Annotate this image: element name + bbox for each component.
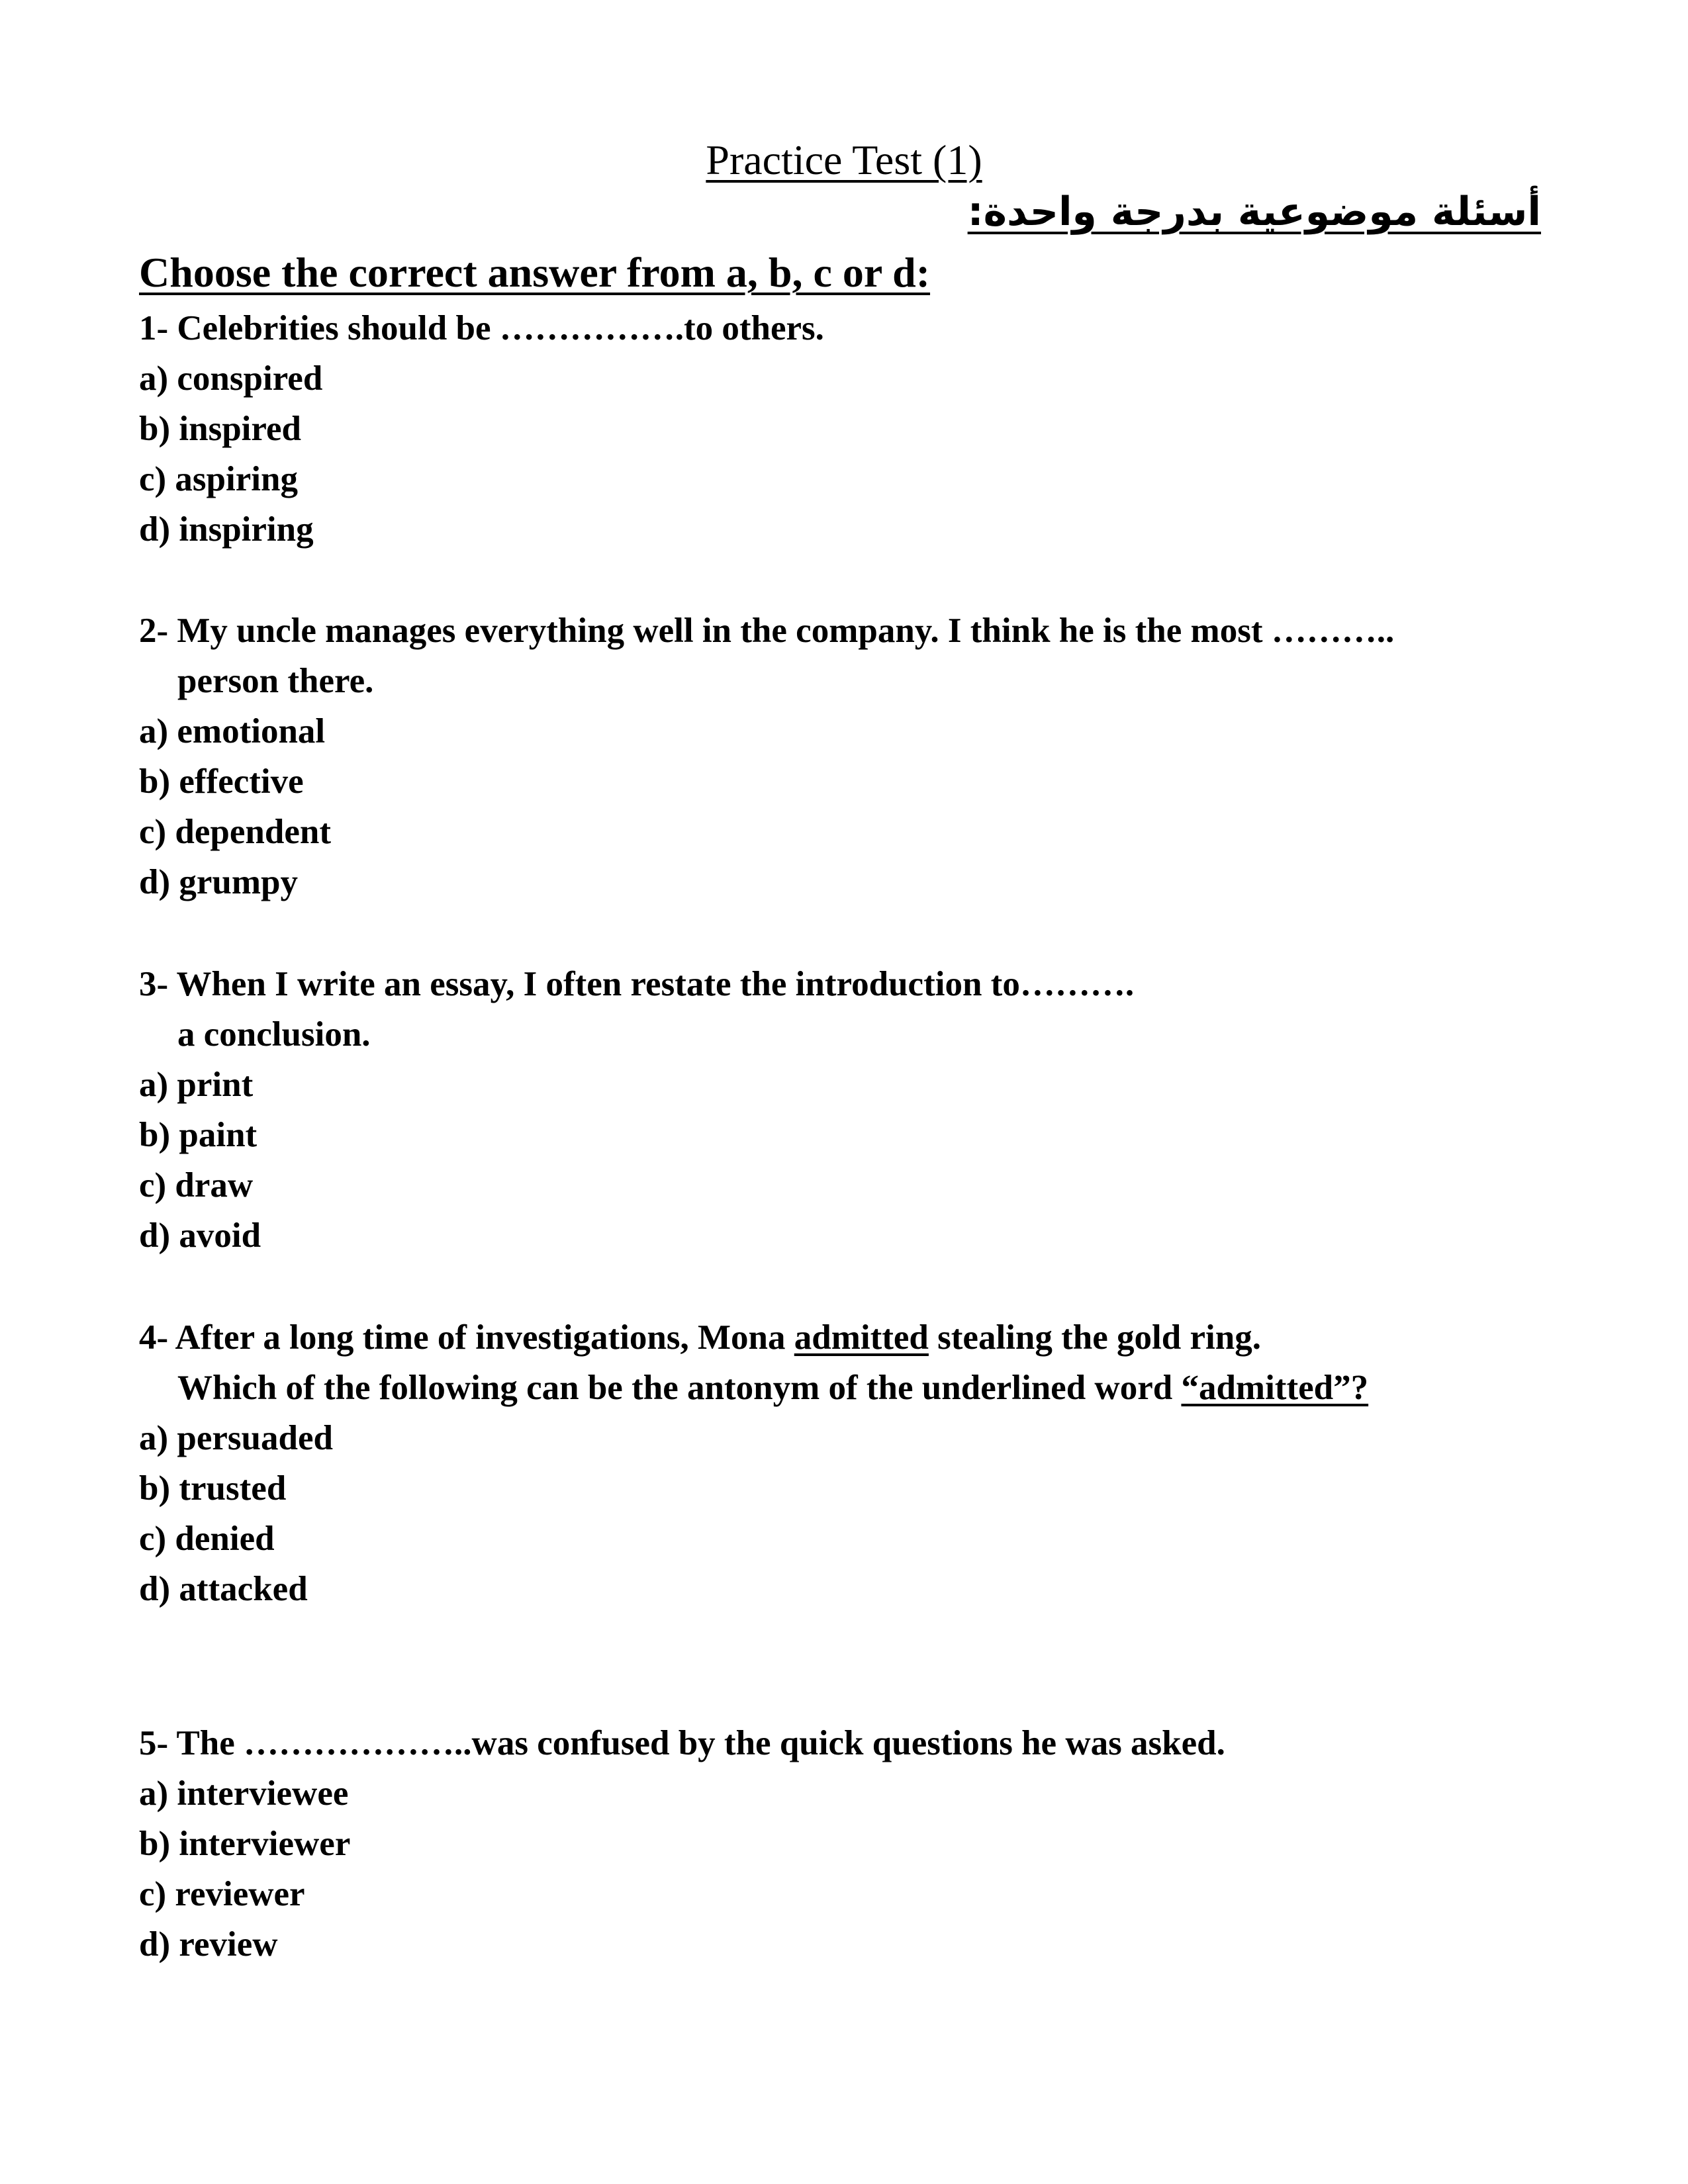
arabic-heading: أسئلة موضوعية بدرجة واحدة:: [967, 189, 1541, 235]
question-1-option-d: d) inspiring: [139, 510, 314, 549]
question-4-stem: [139, 1312, 1261, 1363]
question-1-option-b: b) inspired: [139, 410, 301, 448]
question-4-stem-start: 4- After a long time of investigations, Mona: [139, 1318, 794, 1357]
question-1-option-a: a) conspired: [139, 359, 323, 398]
question-3-option-c: c) draw: [139, 1166, 254, 1205]
question-4-option-b: b) trusted: [139, 1469, 287, 1508]
question-5-stem: 5- The ………………..was confused by the quick questions he was asked.: [139, 1724, 1225, 1762]
question-4-option-d: d) attacked: [139, 1570, 308, 1608]
question-3-option-b: b) paint: [139, 1116, 258, 1154]
underlined-word: admitted: [794, 1318, 929, 1357]
question-5-option-d: d) review: [139, 1925, 278, 1964]
page-title: Practice Test (1): [706, 136, 982, 183]
underlined-quoted-word: “admitted”?: [1181, 1369, 1369, 1407]
question-4-option-c: c) denied: [139, 1520, 275, 1558]
question-3-option-a: a) print: [139, 1066, 254, 1104]
question-1-option-c: c) aspiring: [139, 460, 298, 498]
question-3-option-d: d) avoid: [139, 1216, 261, 1255]
question-3-stem: 3- When I write an essay, I often restate the introduction to……….: [139, 965, 1135, 1003]
instruction-heading: Choose the correct answer from a, b, c or d:: [139, 249, 931, 296]
question-4-prompt: Which of the following can be the antonym of the underlined word: [177, 1369, 1182, 1407]
question-2-stem-continued: person there.: [177, 662, 374, 700]
question-2-option-c: c) dependent: [139, 813, 332, 851]
question-4-stem-end: stealing the gold ring.: [928, 1318, 1261, 1357]
question-5-option-a: a) interviewee: [139, 1774, 349, 1813]
question-4-option-a: a) persuaded: [139, 1419, 334, 1457]
question-1-stem: 1- Celebrities should be …………….to others.: [139, 309, 824, 347]
question-3-stem-continued: a conclusion.: [177, 1015, 371, 1054]
question-4-stem-continued: [177, 1363, 1368, 1413]
question-5-option-c: c) reviewer: [139, 1875, 305, 1913]
question-2-option-b: b) effective: [139, 762, 304, 801]
question-2-option-a: a) emotional: [139, 712, 326, 751]
question-2-option-d: d) grumpy: [139, 863, 299, 901]
question-2-stem: 2- My uncle manages everything well in the company. I think he is the most ………..: [139, 612, 1395, 650]
question-5-option-b: b) interviewer: [139, 1825, 351, 1863]
